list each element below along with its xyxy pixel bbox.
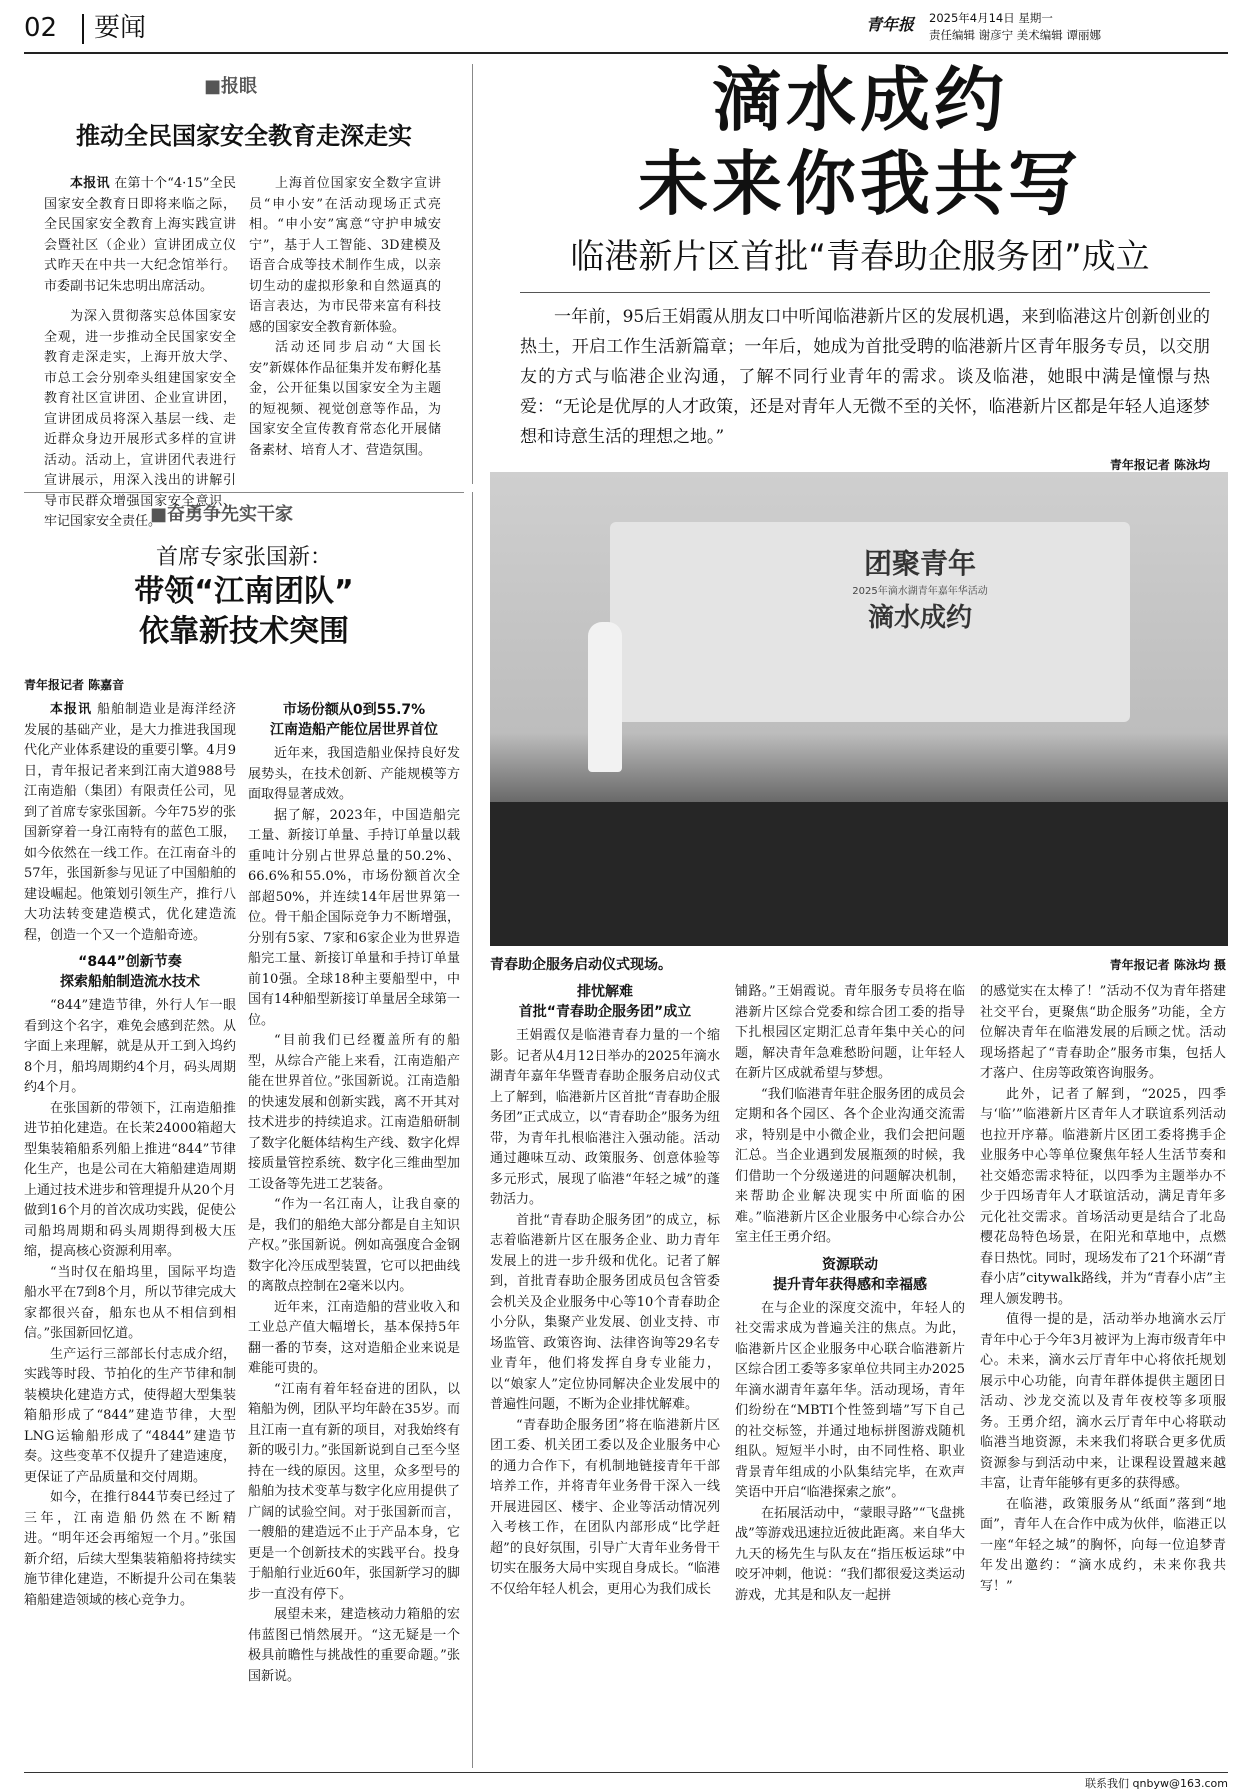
- main-paragraph: 值得一提的是，活动举办地滴水云厅青年中心于今年3月被评为上海市级青年中心。未来，滴水云厅青年中心将依托规划展示中心功能，向青年群体提供主题团日活动、沙龙交流以及青年夜校等多项服务。王勇介绍，滴水云厅青年中心将联动临港当地资源，未来我们将联合更多优质资源参与到活动中来，让课程设置越来越丰富，让青年能够有更多的获得感。: [980, 1312, 1226, 1491]
- feature-pre-title: 首席专家张国新：: [155, 545, 332, 570]
- main-byline: 青年报记者 陈泳均: [1109, 458, 1210, 472]
- briefs-col-1: [44, 174, 236, 533]
- intro-rule: [520, 292, 1210, 293]
- feature-paragraph: 展望未来，建造核动力箱船的宏伟蓝图已悄然展开。“这无疑是一个极具前瞻性与挑战性的重要命题。”张国新说。: [248, 1607, 460, 1684]
- page-number: 02: [24, 13, 58, 43]
- main-col-1: [490, 982, 720, 1600]
- feature-paragraph: “目前我们已经覆盖所有的船型，从综合产能上来看，江南造船产能在世界首位。”张国新说。江南造船的快速发展和创新实践，离不开其对技术进步的持续追求。江南造船研制了数字化艇体结构生产线、数字化焊接质量管控系统、数字化三维曲型加工设备等先进工艺装备。: [248, 1033, 460, 1192]
- feature-col-2: [248, 700, 460, 1687]
- main-subhead: 临港新片区首批“青春助企服务团”成立: [570, 237, 1150, 277]
- main-paragraph: 在临港，政策服务从“纸面”落到“地面”，青年人在合作中成为伙伴，临港正以一座“年轻之城”的胸怀，向每一位追梦青年发出邀约：“滴水成约，未来你我共写！”: [980, 1496, 1226, 1594]
- header-rule: [24, 52, 1228, 54]
- main-col-3: [980, 982, 1226, 1597]
- footer-rule: [24, 1772, 1228, 1773]
- audience-silhouette: [490, 802, 1228, 946]
- main-paragraph: 首批“青春助企服务团”的成立，标志着临港新片区在服务企业、助力青年发展上的进一步升级和优化。记者了解到，首批青春助企服务团成员包含管委会机关及企业服务中心等10个青春助企小分队，集聚产业发展、创业支持、市场监管、政策咨询、法律咨询等29名专业青年，他们将发挥自身专业能力，以“娘家人”定位协同解决企业发展中的普遍性问题，不断为企业排忧解难。: [490, 1212, 720, 1412]
- paper-logo: 青年报: [866, 15, 915, 34]
- footer-contact: 联系我们 qnbyw@163.com: [1085, 1777, 1228, 1790]
- feature-col-1: [24, 700, 236, 1611]
- feature-subhead-b2: 江南造船产能位居世界首位: [270, 722, 438, 738]
- banner-title-1: 团聚青年: [863, 547, 976, 580]
- feature-paragraph: 如今，在推行844节奏已经过了三年，江南造船仍然在不断精进。“明年还会再缩短一个月。”张国新介绍，后续大型集装箱船将持续实施节律化建造，不断提升公司在集装箱船建造领域的核心竞争力。: [24, 1490, 236, 1608]
- main-col-2: [735, 982, 965, 1606]
- feature-paragraph: 生产运行三部部长付志成介绍，实践等时段、节拍化的生产节律和制装模块化建造方式，使得超大型集装箱船形成了“844”建造节律，大型LNG运输船形成了“4844”建造节奏。这些变革不仅提升了建造速度，更保证了产品质量和交付周期。: [24, 1346, 236, 1485]
- feature-paragraph: 近年来，江南造船的营业收入和工业总产值大幅增长，基本保持5年翻一番的节奏，这对造船企业来说是难能可贵的。: [248, 1299, 460, 1376]
- section-name: 要闻: [94, 13, 147, 43]
- feature-paragraph: “844”建造节律，外行人乍一眼看到这个名字，难免会感到茫然。从字面上来理解，就是从开工到入坞约8个月，船坞周期约4个月，码头周期约4个月。: [24, 998, 236, 1095]
- main-subhead-2b: 提升青年获得感和幸福感: [773, 1276, 927, 1293]
- feature-vrule: [472, 492, 473, 1768]
- briefs-kicker: ■报眼: [204, 76, 258, 97]
- feature-paragraph: 在张国新的带领下，江南造船推进节拍化建造。在长茉24000箱超大型集装箱船系列船上推进“844”节律化生产，也是公司在大箱船建造周期上通过技术进步和管理提升从20个月做到16个月的首次成功实践，促使公司船坞周期和码头周期得到极大压缩，提高核心资源利用率。: [24, 1100, 236, 1259]
- main-paragraph: 王娟霞仅是临港青春力量的一个缩影。记者从4月12日举办的2025年滴水湖青年嘉年华暨青春助企服务启动仪式上了解到，临港新片区首批“青春助企服务团”正式成立，以“青春助企”服务为纽带，为青年扎根临港注入强动能。活动通过趣味互动、政策服务、创意体验等多元形式，展现了临港“年轻之城”的蓬勃活力。: [490, 1028, 720, 1207]
- photo-credit: 青年报记者 陈泳均 摄: [1109, 958, 1226, 972]
- main-headline-2: 未来你我共写: [638, 143, 1082, 225]
- photo-caption: 青春助企服务启动仪式现场。: [490, 957, 672, 973]
- brief-paragraph: 活动还同步启动“大国长安”新媒体作品征集并发布孵化基金，公开征集以国家安全为主题的短视频、视觉创意等作品，为国家安全宣传教育常态化开展储备素材、培育人才、营造氛围。: [249, 340, 441, 458]
- main-subhead-2a: 资源联动: [822, 1256, 878, 1273]
- main-paragraph: 铺路。”王娟霞说。青年服务专员将在临港新片区综合党委和综合团工委的指导下扎根园区定期汇总青年集中关心的问题，解决青年急难愁盼问题，让年轻人在新片区成就希望与梦想。: [735, 984, 965, 1081]
- lead-label: 本报讯: [50, 702, 92, 717]
- brief-paragraph: 为深入贯彻落实总体国家安全观，进一步推动全民国家安全教育走深走实，上海开放大学、市总工会分别牵头组建国家安全教育社区宣讲团、企业宣讲团，宣讲团成员将深入基层一线、走近群众身边开展形式多样的宣讲活动。活动上，宣讲团代表进行宣讲展示，用深入浅出的讲解引导市民群众增强国家安全意识、牢记国家安全责任。: [44, 309, 236, 529]
- brief-paragraph: 上海首位国家安全数字宣讲员“申小安”在活动现场正式亮相。“申小安”寓意“守护申城安宁”，基于人工智能、3D建模及语音合成等技术制作生成，以亲切生动的虚拟形象和自然逼真的语言表达，为市民带来富有科技感的国家安全教育新体验。: [249, 176, 441, 335]
- briefs-title: 推动全民国家安全教育走深走实: [76, 122, 412, 150]
- issue-date: 2025年4月14日 星期一: [929, 11, 1053, 25]
- main-paragraph: 此外，记者了解到，“2025，四季与‘临’”临港新片区青年人才联谊系列活动也拉开序幕。临港新片区团工委将携手企业服务中心等单位聚焦年轻人生活节奏和社交婚恋需求特征，以四季为主题举办不少于四场青年人才联谊活动，满足青年多元化社交需求。首场活动更是结合了北岛樱花岛特色场景，在阳光和草地中，点燃春日热忱。同时，现场发布了21个环湖“青春小店”citywalk路线，并为“青春小店”主理人颁发聘书。: [980, 1086, 1226, 1307]
- lead-label: 本报讯: [70, 176, 110, 191]
- main-headline-1: 滴水成约: [712, 59, 1008, 141]
- brief-paragraph: 在第十个“4·15”全民国家安全教育日即将来临之际，全民国家安全教育上海实践宣讲会暨社区（企业）宣讲团成立仪式昨天在中共一大纪念馆举行。市委副书记朱忠明出席活动。: [44, 176, 236, 294]
- feature-byline: 青年报记者 陈嘉音: [24, 678, 125, 692]
- feature-top-rule: [24, 492, 464, 493]
- banner-title-2: 滴水成约: [867, 603, 972, 633]
- main-intro: 一年前，95后王娟霞从朋友口中听闻临港新片区的发展机遇，来到临港这片创新创业的热土，开启工作生活新篇章；一年后，她成为首批受聘的临港新片区青年服务专员，以交朋友的方式与临港企业沟通，了解不同行业青年的需求。谈及临港，她眼中满是憧憬与热爱：“无论是优厚的人才政策，还是对青年人无微不至的关怀，临港新片区都是年轻人追逐梦想和诗意生活的理想之地。”: [520, 307, 1210, 447]
- main-subhead-1b: 首批“青春助企服务团”成立: [518, 1004, 692, 1020]
- presenter-figure: [588, 622, 622, 772]
- main-paragraph: “青春助企服务团”将在临港新片区团工委、机关团工委以及企业服务中心的通力合作下，有机制地链接青年干部培养工作，并将青年业务骨干深入一线开展进园区、楼宇、企业等活动情况列入考核工作，在团队内部形成“比学赶超”的良好氛围，引导广大青年业务骨干切实在服务大局中实现自身成长。“临港不仅给年轻人机会，更用心为我们成长: [490, 1417, 720, 1597]
- feature-title-2: 依靠新技术突围: [139, 614, 349, 649]
- main-paragraph: 的感觉实在太棒了！”活动不仅为青年搭建社交平台，更聚焦“助企服务”功能，全方位解决青年在临港发展的后顾之忧。活动现场搭起了“青春助企”服务市集，包括人才落户、住房等政策咨询服务。: [980, 984, 1226, 1081]
- page-header: [24, 8, 1228, 52]
- feature-subhead-b1: 市场份额从0到55.7%: [282, 702, 426, 718]
- banner-small: 2025年滴水湖青年嘉年华活动: [852, 586, 988, 597]
- photo-banner: [790, 542, 1050, 634]
- feature-title-1: 带领“江南团队”: [134, 574, 354, 609]
- feature-paragraph: 船舶制造业是海洋经济发展的基础产业，是大力推进我国现代化产业体系建设的重要引擎。4月9日，青年报记者来到江南大道988号江南造船（集团）有限责任公司，见到了首席专家张国新。今年75岁的张国新穿着一身江南特有的蓝色工服，如今依然在一线工作。在江南奋斗的57年，张国新参与见证了中国船舶的建设崛起。他策划引领生产，推行八大功法转变建造模式，优化建造流程，创造一个又一个造船奇迹。: [24, 702, 236, 943]
- feature-paragraph: 据了解，2023年，中国造船完工量、新接订单量、手持订单量以载重吨计分别占世界总量的50.2%、66.6%和55.0%，市场份额首次全部超50%，并连续14年居世界第一位。骨干船企国际竞争力不断增强，分别有5家、7家和6家企业为世界造船完工量、新接订单量和手持订单量前10强。全球18种主要船型中，中国有14种船型新接订单量居全球第一位。: [248, 807, 460, 1028]
- feature-subhead-a1: “844”创新节奏: [78, 954, 182, 970]
- event-photo: [490, 472, 1228, 946]
- main-subhead-1a: 排忧解难: [577, 984, 633, 1000]
- feature-paragraph: “江南有着年轻奋进的团队，以箱船为例，团队平均年龄在35岁。而且江南一直有新的项目，对我始终有新的吸引力。”张国新说到自己至今坚持在一线的原因。这里，众多型号的船舶为技术变革与数字化应用提供了广阔的试验空间。对于张国新而言，一艘船的建造远不止于产品本身，它更是一个创新技术的实践平台。投身于船舶行业近60年，张国新学习的脚步一直没有停下。: [248, 1381, 460, 1602]
- feature-kicker: ■奋勇争先实干家: [150, 504, 294, 525]
- main-paragraph: 在与企业的深度交流中，年轻人的社交需求成为普遍关注的焦点。为此，临港新片区企业服务中心联合临港新片区综合团工委等多家单位共同主办2025年滴水湖青年嘉年华。活动现场，青年们纷纷在“MBTI个性签到墙”写下自己的社交标签，并通过地标拼图游戏随机组队。短短半小时，由不同性格、职业背景青年组成的小队集结完毕，在欢声笑语中开启“临港探索之旅”。: [735, 1300, 965, 1500]
- feature-paragraph: “作为一名江南人，让我自豪的是，我们的船绝大部分都是自主知识产权。”张国新说。例如高强度合金钢数字化冷压成型装置，它可以把曲线的离散点控制在2毫米以内。: [248, 1197, 460, 1294]
- feature-paragraph: “当时仅在船坞里，国际平均造船水平在7到8个月，所以节律完成大家都很兴奋，船东也从不相信到相信。”张国新回忆道。: [24, 1264, 236, 1341]
- editors-line: 责任编辑 谢彦宁 美术编辑 谭丽娜: [929, 28, 1101, 42]
- section-divider: [82, 14, 84, 44]
- feature-subhead-a2: 探索船舶制造流水技术: [60, 974, 200, 990]
- briefs-vrule: [472, 64, 473, 484]
- main-paragraph: “我们临港青年驻企服务团的成员会定期和各个园区、各个企业沟通交流需求，特别是中小微企业，我们会把问题汇总。当企业遇到发展瓶颈的时候，我们借助一个分级递进的问题解决机制，来帮助企业解决现实中所面临的困难。”临港新片区企业服务中心综合办公室主任王勇介绍。: [735, 1086, 965, 1245]
- feature-paragraph: 近年来，我国造船业保持良好发展势头，在技术创新、产能规模等方面取得显著成效。: [248, 746, 460, 802]
- briefs-col-2: [249, 174, 441, 461]
- main-paragraph: 在拓展活动中，“蒙眼寻路”“飞盘挑战”等游戏迅速拉近彼此距离。来自华大九天的杨先生与队友在“指压板运球”中咬牙冲刺，他说：“我们都很爱这类运动游戏，尤其是和队友一起拼: [735, 1505, 965, 1603]
